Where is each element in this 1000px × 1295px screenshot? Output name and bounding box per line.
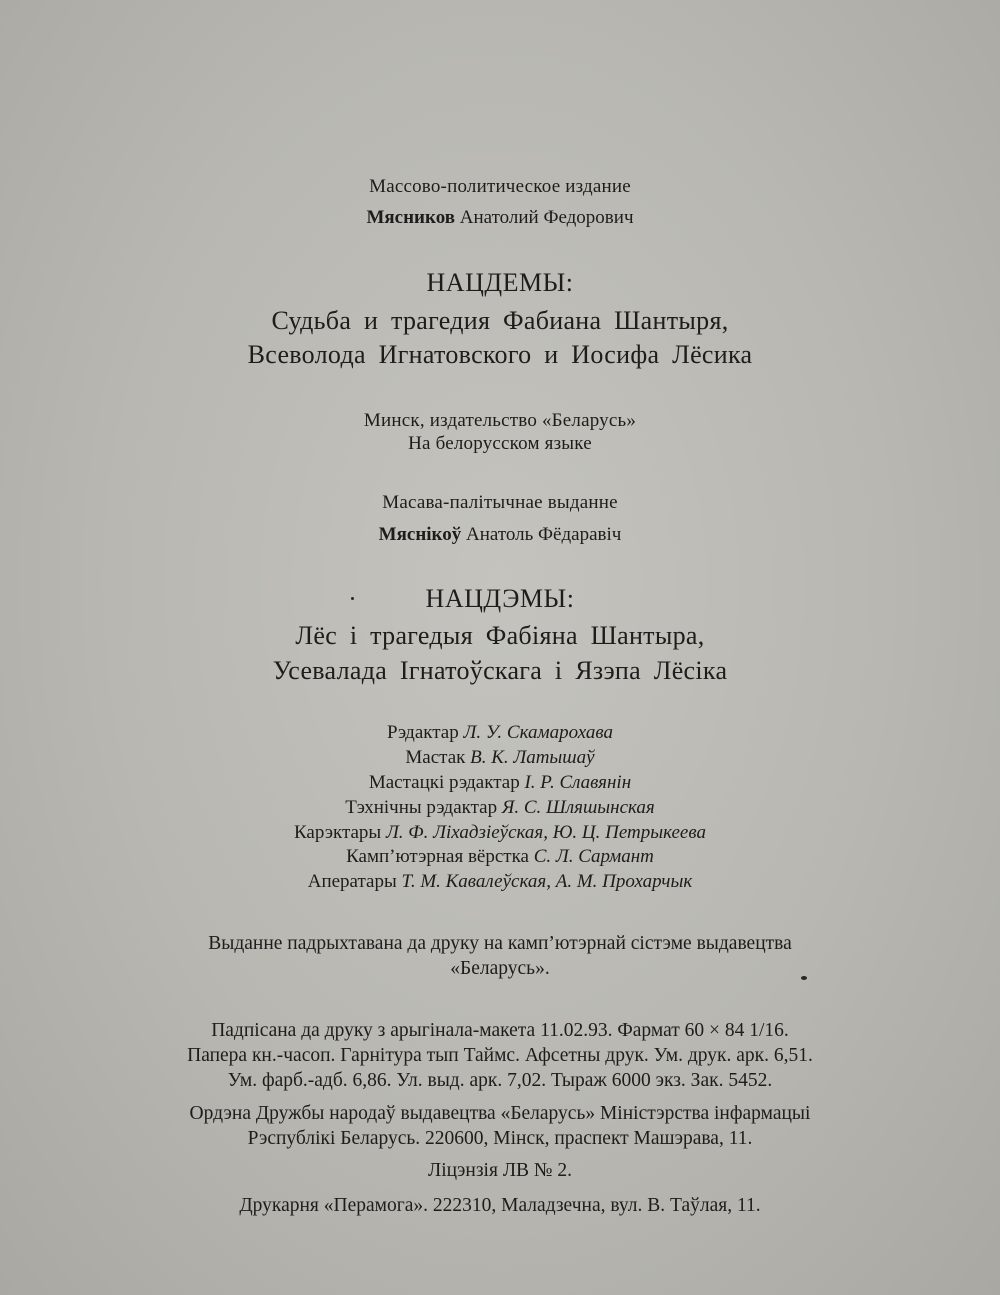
credit-role: Мастацкі рэдактар — [368, 772, 520, 793]
credit-role: Мастак — [405, 747, 466, 768]
print-specs-line-2: Папера кн.-часоп. Гарнітура тып Таймс. Афсетны друк. Ум. друк. арк. 6,51. — [187, 1045, 813, 1066]
credit-role: Аператары — [307, 871, 397, 892]
ru-subtitle-line-2: Всеволода Игнатовского и Иосифа Лёсика — [247, 340, 753, 369]
ru-subtitle-line-1: Судьба и трагедия Фабиана Шантыря, — [271, 306, 729, 335]
credit-names: В. К. Латышаў — [470, 747, 595, 768]
credit-role: Камп’ютэрная вёрстка — [346, 846, 529, 867]
prepared-note-line-1: Выданне падрыхтавана да друку на камп’ютэрнай сістэме выдавецтва — [208, 933, 792, 954]
credit-names: Л. У. Скамарохава — [463, 722, 614, 743]
license-number: Ліцэнзія ЛВ № 2. — [427, 1160, 573, 1181]
ru-publisher: Минск, издательство «Беларусь» — [363, 410, 637, 431]
credit-names: Т. М. Кавалеўская, А. М. Прохарчык — [401, 871, 693, 892]
by-title: НАЦДЭМЫ: — [425, 584, 575, 613]
by-subtitle-line-1: Лёс і трагедыя Фабіяна Шантыра, — [295, 621, 705, 650]
ru-author-surname: Мясников — [366, 207, 455, 228]
credit-names: Л. Ф. Ліхадзіеўская, Ю. Ц. Петрыкеева — [385, 822, 706, 843]
publisher-info-line-2: Рэспублікі Беларусь. 220600, Мінск, праспект Машэрава, 11. — [247, 1128, 753, 1149]
by-author-given: Анатоль Фёдаравіч — [466, 524, 622, 545]
print-specs-line-3: Ум. фарб.-адб. 6,86. Ул. выд. арк. 7,02. Тыраж 6000 экз. Зак. 5452. — [227, 1070, 773, 1091]
credit-technical-editor — [0, 797, 1000, 819]
ru-author — [0, 207, 1000, 229]
by-author-surname: Мяснікоў — [378, 524, 462, 545]
by-edition-type: Масава-палітычнае выданне — [382, 492, 618, 513]
publisher-info-line-1: Ордэна Дружбы народаў выдавецтва «Беларусь» Міністэрства інфармацыі — [189, 1103, 811, 1124]
credit-art-editor — [0, 772, 1000, 794]
paper-speck — [801, 976, 807, 980]
paper-speck — [351, 597, 354, 600]
by-subtitle-line-2: Усевалада Ігнатоўскага і Язэпа Лёсіка — [272, 656, 728, 685]
ru-edition-type: Массово-политическое издание — [369, 176, 631, 197]
credit-role: Тэхнічны рэдактар — [345, 797, 498, 818]
by-author — [0, 524, 1000, 546]
credit-names: Я. С. Шляшынская — [501, 797, 655, 818]
ru-language-note: На белорусском языке — [408, 433, 592, 454]
ru-title: НАЦДЕМЫ: — [426, 268, 574, 297]
credit-role: Карэктары — [293, 822, 382, 843]
credit-operators — [0, 871, 1000, 893]
credit-role: Рэдактар — [386, 722, 459, 743]
credit-editor — [0, 722, 1000, 744]
credit-artist — [0, 747, 1000, 769]
credit-proofreaders — [0, 822, 1000, 844]
print-specs-line-1: Падпісана да друку з арыгінала-макета 11.02.93. Фармат 60 × 84 1/16. — [211, 1020, 789, 1041]
printer-info: Друкарня «Перамога». 222310, Маладзечна, вул. В. Таўлая, 11. — [239, 1195, 761, 1216]
credit-names: С. Л. Сармант — [533, 846, 654, 867]
credit-names: І. Р. Славянін — [524, 772, 632, 793]
ru-author-given: Анатолий Федорович — [459, 207, 634, 228]
credit-layout — [0, 846, 1000, 868]
prepared-note-line-2: «Беларусь». — [450, 958, 550, 979]
